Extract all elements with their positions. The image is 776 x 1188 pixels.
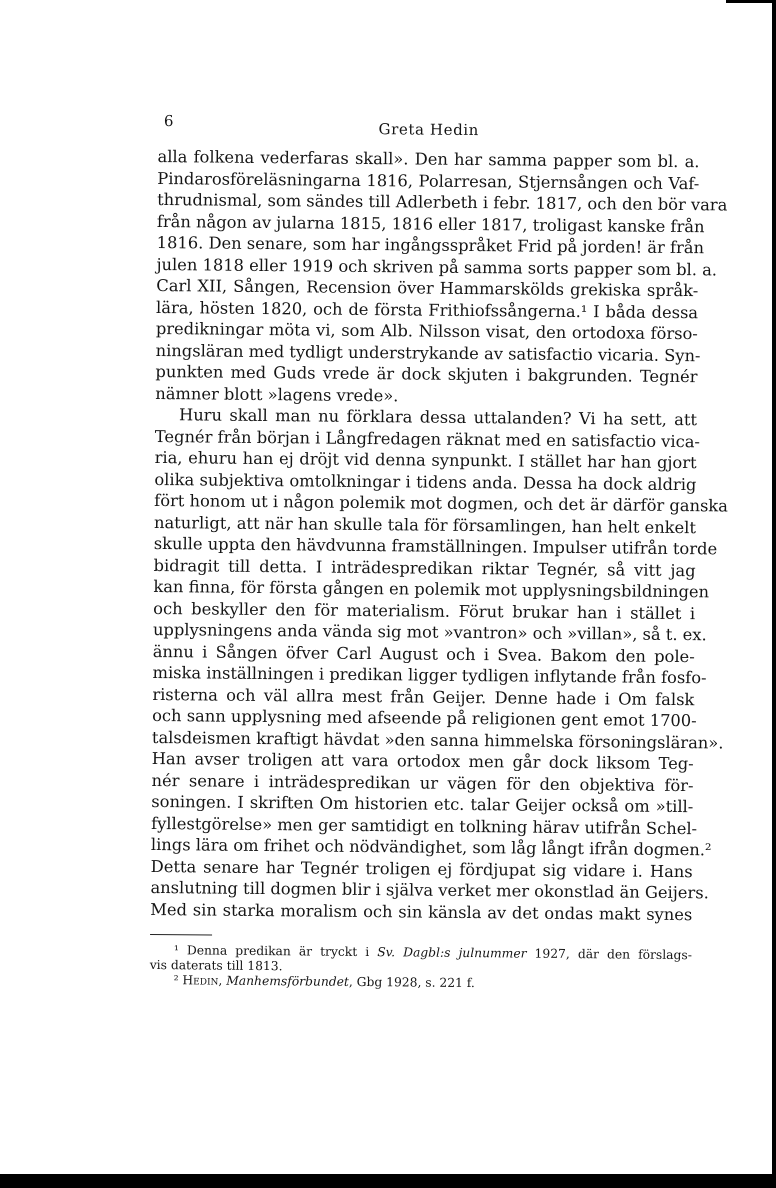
page-number: 6 xyxy=(163,112,174,131)
text-line: thrudnismal, som sändes till Adlerbeth i febr. 1817, och den bör vara xyxy=(157,189,728,215)
footnote-1-source: Sv. Dagbl:s julnummer xyxy=(377,945,527,961)
running-head xyxy=(158,108,700,151)
text-line: ännu i Sången öfver Carl August och i Svea. Bakom den pole- xyxy=(152,641,695,666)
text-line: ningsläran med tydligt understrykande av satisfactio vicaria. Syn- xyxy=(155,340,701,365)
text-line: och beskyller den för materialism. Förut brukar han i stället i xyxy=(153,598,696,623)
text-line: predikningar möta vi, som Alb. Nilsson visat, den ortodoxa förso- xyxy=(155,318,698,344)
footnote-2-author: Hedin xyxy=(182,973,219,988)
footnote-2-marker: ² xyxy=(173,973,183,988)
footnote-1-text-cont: 1927, där den förslags- xyxy=(526,946,692,963)
text-line: punkten med Guds vrede är dock skjuten i bakgrunden. Tegnér xyxy=(155,361,698,387)
footnote-2-separator: , xyxy=(218,973,227,988)
text-line: Pindarosföreläsningarna 1816, Polarresan, Stjernsången och Vaf- xyxy=(157,168,700,193)
text-line: julen 1818 eller 1919 och skriven på samma sorts papper som bl. a. xyxy=(156,254,718,279)
text-line: fyllestgörelse» men ger samtidigt en tolkning härav utifrån Schel- xyxy=(151,813,698,838)
text-line: alla folkena vederfaras skall». Den har samma papper som bl. a. xyxy=(157,146,700,172)
text-line: Carl XII, Sången, Recension över Hammarskölds grekiska språk- xyxy=(156,275,699,301)
text-line: soningen. I skriften Om historien etc. talar Geijer också om »till- xyxy=(151,791,694,817)
text-line: Tegnér från början i Långfredagen räknat med en satisfactio vica- xyxy=(154,426,701,451)
text-line: Han avser troligen att vara ortodox men går dock liksom Teg- xyxy=(151,748,694,774)
paragraph-first-line: Huru skall man nu förklara dessa uttalanden? Vi ha sett, att xyxy=(178,405,698,430)
text-line: talsdeismen kraftigt hävdat »den sanna himmelska försoningsläran». xyxy=(151,727,724,752)
text-line: lings lära om frihet och nödvändighet, som låg långt ifrån dogmen.² xyxy=(150,834,712,860)
footnote-1-line-2: vis daterats till 1813. xyxy=(149,957,283,974)
footnote-2-details: , Gbg 1928, s. 221 f. xyxy=(348,974,475,991)
text-line: skulle uppta den hävdvunna framställningen. Impulser utifrån torde xyxy=(153,533,718,559)
text-line: naturligt, att när han skulle tala för församlingen, han helt enkelt xyxy=(153,512,697,537)
text-line: anslutning till dogmen blir i själva verket mer okonstlad än Geijers. xyxy=(150,877,709,903)
text-line: ria, ehuru han ej dröjt vid denna synpunkt. I stället har han gjort xyxy=(154,447,697,473)
footnotes xyxy=(150,943,692,993)
scan-edge-right xyxy=(772,0,776,1188)
text-line: Detta senare har Tegnér troligen ej fördjupat sig vidare i. Hans xyxy=(150,856,693,881)
text-line: kan finna, för första gången en polemik mot upplysningsbildningen xyxy=(153,576,710,602)
text-line: olika subjektiva omtolkningar i tidens anda. Dessa ha dock aldrig xyxy=(154,469,697,494)
text-line: 1816. Den senare, som har ingångsspråket Frid på jorden! är från xyxy=(156,232,705,258)
text-line: risterna och väl allra mest från Geijer. Denne hade i Om falsk xyxy=(152,684,695,709)
body-text xyxy=(150,146,729,925)
footnote-2-title: Manhemsförbundet xyxy=(226,973,349,989)
text-line: nämner blott »lagens vrede». xyxy=(155,383,399,405)
text-line: fört honom ut i någon polemik mot dogmen, och det är därför ganska xyxy=(154,490,729,516)
footnote-rule xyxy=(150,934,212,936)
text-line: och sann upplysning med afseende på religionen gent emot 1700- xyxy=(152,705,697,731)
text-line: från någon av jularna 1815, 1816 eller 1817, troligast kanske från xyxy=(156,211,705,236)
text-line: lära, hösten 1820, och de första Frithiofssångerna.¹ I båda dessa xyxy=(155,297,699,322)
text-line: bidragit till detta. I inträdespredikan riktar Tegnér, så vitt jag xyxy=(153,555,696,580)
scan-edge-top xyxy=(726,0,776,3)
text-line: upplysningens anda vända sig mot »vantron» och »villan», så t. ex. xyxy=(152,619,707,645)
text-line: Med sin starka moralism och sin känsla av det ondas makt synes xyxy=(150,899,693,924)
running-title: Greta Hedin xyxy=(378,120,480,140)
text-line: miska inställningen i predikan ligger tydligen inflytande från fosfo- xyxy=(152,662,707,688)
footnote-1-text: ¹ Denna predikan är tryckt i xyxy=(173,943,378,960)
text-line: nér senare i inträdespredikan ur vägen för den objektiva för- xyxy=(151,770,694,795)
book-page xyxy=(149,108,729,1003)
scan-edge-bottom xyxy=(0,1174,776,1188)
